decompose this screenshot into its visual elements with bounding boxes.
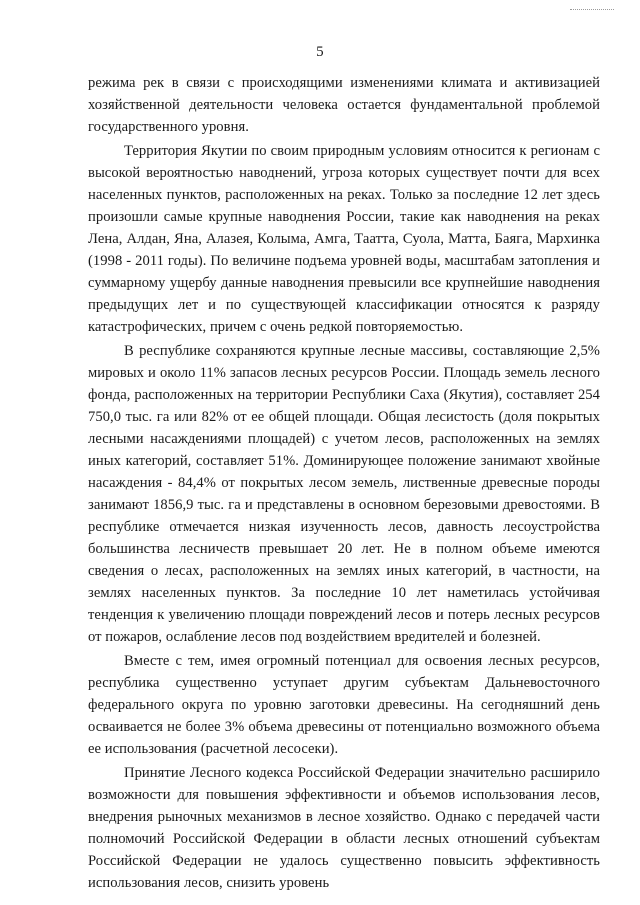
paragraph-forest-code: Принятие Лесного кодекса Российской Федерации значительно расширило возможности для повышения эффективности и объемов использования лесов, внедрения рыночных механизмов в лесное хозяйство. Однако с передачей части полномочий Российской Федерации в области лесных отношений субъектам Российской Федерации не удалось существенно повысить эффективность использования лесов, снизить уровень xyxy=(88,765,600,891)
document-body xyxy=(88,72,600,894)
corner-mark xyxy=(570,9,614,13)
paragraph-continuation: режима рек в связи с происходящими изменениями климата и активизацией хозяйственной деятельности человека остается фундаментальной проблемой государственного уровня. xyxy=(88,75,600,135)
paragraph-forest-resources: В республике сохраняются крупные лесные массивы, составляющие 2,5% мировых и около 11% запасов лесных ресурсов России. Площадь земель лесного фонда, расположенных на территории Республики Саха (Якутия), составляет 254 750,0 тыс. га или 82% от ее общей площади. Общая лесистость (доля покрытых лесными насаждениями площадей) с учетом лесов, расположенных на землях иных категорий, составляет 51%. Доминирующее положение занимают хвойные насаждения - 84,4% от покрытых лесом земель, лиственные древесные породы занимают 1856,9 тыс. га и представлены в основном березовыми древостоями. В республике отмечается низкая изученность лесов, давность лесоустройства большинства лесничеств превышает 20 лет. Не в полном объеме имеются сведения о лесах, расположенных на землях иных категорий, в частности, на землях населенных пунктов. За последние 10 лет наметилась устойчивая тенденция к увеличению площади повреждений лесов и потерь лесных ресурсов от пожаров, ослабление лесов под воздействием вредителей и болезней. xyxy=(88,343,600,645)
paragraph-flood-risk: Территория Якутии по своим природным условиям относится к регионам с высокой вероятностью наводнений, угроза которых существует почти для всех населенных пунктов, расположенных на реках. Только за последние 12 лет здесь произошли самые крупные наводнения России, такие как наводнения на реках Лена, Алдан, Яна, Алазея, Колыма, Амга, Таатта, Суола, Матта, Баяга, Мархинка (1998 - 2011 годы). По величине подъема уровней воды, масштабам затопления и суммарному ущербу данные наводнения превысили все крупнейшие наводнения предыдущих лет и по существующей классификации относятся к разряду катастрофических, причем с очень редкой повторяемостью. xyxy=(88,143,600,335)
paragraph-timber-harvest: Вместе с тем, имея огромный потенциал для освоения лесных ресурсов, республика существенно уступает другим субъектам Дальневосточного федерального округа по уровню заготовки древесины. На сегодняшний день осваивается не более 3% объема древесины от потенциально возможного объема ее использования (расчетной лесосеки). xyxy=(88,653,600,757)
page-number: 5 xyxy=(316,44,324,60)
